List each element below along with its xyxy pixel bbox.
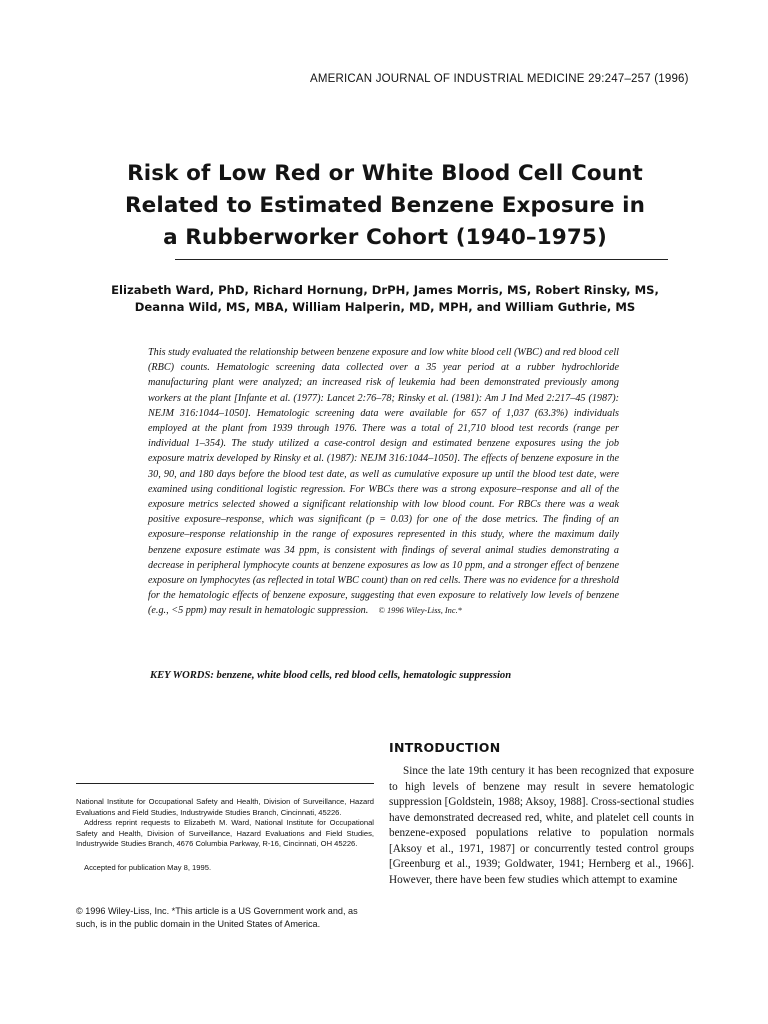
footnotes [76, 797, 374, 874]
introduction-paragraph: Since the late 19th century it has been recognized that exposure to high levels of benzene may result in severe hematologic suppression [Goldstein, 1988; Aksoy, 1988]. Cross-sectional studies have demonstrated decreased red, white, and platelet cell counts in benzene-exposed populations relative to population normals [Aksoy et al., 1971, 1987] or concurrently tested control groups [Greenburg et al., 1939; Goldwater, 1941; Hernberg et al., 1966]. However, there have been few studies which attempt to examine [389, 765, 694, 886]
section-heading-introduction: INTRODUCTION [389, 740, 501, 755]
footnote-affiliation: National Institute for Occupational Safety and Health, Division of Surveillance, Hazard Evaluations and Field Studies, Industrywide Studies Branch, Cincinnati, 45226. [76, 797, 374, 817]
author-line-2: Deanna Wild, MS, MBA, William Halperin, MD, MPH, and William Guthrie, MS [134, 300, 636, 314]
title-line-3: a Rubberworker Cohort (1940–1975) [163, 225, 607, 250]
footnote-divider [76, 783, 374, 784]
footnote-accepted: Accepted for publication May 8, 1995. [84, 862, 212, 872]
introduction-text [389, 764, 694, 888]
copyright-notice: © 1996 Wiley-Liss, Inc. *This article is a US Government work and, as such, is in the public domain in the United States of America. [76, 906, 358, 929]
title-divider [175, 259, 668, 260]
title-line-2: Related to Estimated Benzene Exposure in [125, 193, 645, 218]
title-line-1: Risk of Low Red or White Blood Cell Count [127, 161, 643, 186]
author-line-1: Elizabeth Ward, PhD, Richard Hornung, DrPH, James Morris, MS, Robert Rinsky, MS, [111, 283, 659, 297]
abstract [148, 345, 619, 619]
author-list [90, 282, 680, 316]
key-words: KEY WORDS: benzene, white blood cells, red blood cells, hematologic suppression [150, 670, 512, 681]
journal-header: AMERICAN JOURNAL OF INDUSTRIAL MEDICINE 29:247–257 (1996) [310, 73, 689, 85]
abstract-copyright: © 1996 Wiley-Liss, Inc.* [378, 606, 462, 616]
article-title [80, 158, 690, 254]
abstract-text: This study evaluated the relationship between benzene exposure and low white blood cell (WBC) and red blood cell (RBC) counts. Hematologic screening data collected over a 35 year period at a rubber hydrochloride manufacturing plant were analyzed; an increased risk of leukemia had been demonstrated previously among workers at the plant [Infante et al. (1977): Lancet 2:76–78; Rinsky et al. (1981): Am J Ind Med 2:217–45 (1987): NEJM 316:1044–1050]. Hematologic screening data were available for 657 of 1,037 (63.3%) individuals employed at the plant from 1939 through 1976. There was a total of 21,710 blood test records (range per individual 1–354). The study utilized a case-control design and estimated benzene exposures using the job exposure matrix developed by Rinsky et al. (1987): NEJM 316:1044–1050]. The effects of benzene exposure in the 30, 90, and 180 days before the blood test date, as well as cumulative exposure up until the blood test date, were examined using conditional logistic regression. For WBCs there was a strong exposure–response and all of the exposure metrics selected showed a significant relationship with low blood count. For RBCs there was a weak positive exposure–response, which was significant (p = 0.03) for one of the dose metrics. The finding of an exposure–response relationship in the range of exposures represented in this study, where the maximum daily benzene exposure estimate was 34 ppm, is consistent with findings of several animal studies demonstrating a decrease in peripheral lymphocyte counts at benzene exposures as low as 10 ppm, and a stronger effect of benzene exposure on lymphocytes (as reflected in total WBC count) than on red cells. There was no evidence for a threshold for the hematologic effects of benzene exposure, suggesting that even exposure to relatively low levels of benzene (e.g., <5 ppm) may result in hematologic suppression. [148, 347, 619, 617]
footnote-reprint: Address reprint requests to Elizabeth M. Ward, National Institute for Occupational Safety and Health, Division of Surveillance, Hazard Evaluations and Field Studies, Industrywide Studies Branch, 4676 Columbia Parkway, R-16, Cincinnati, OH 45226. [76, 818, 374, 849]
